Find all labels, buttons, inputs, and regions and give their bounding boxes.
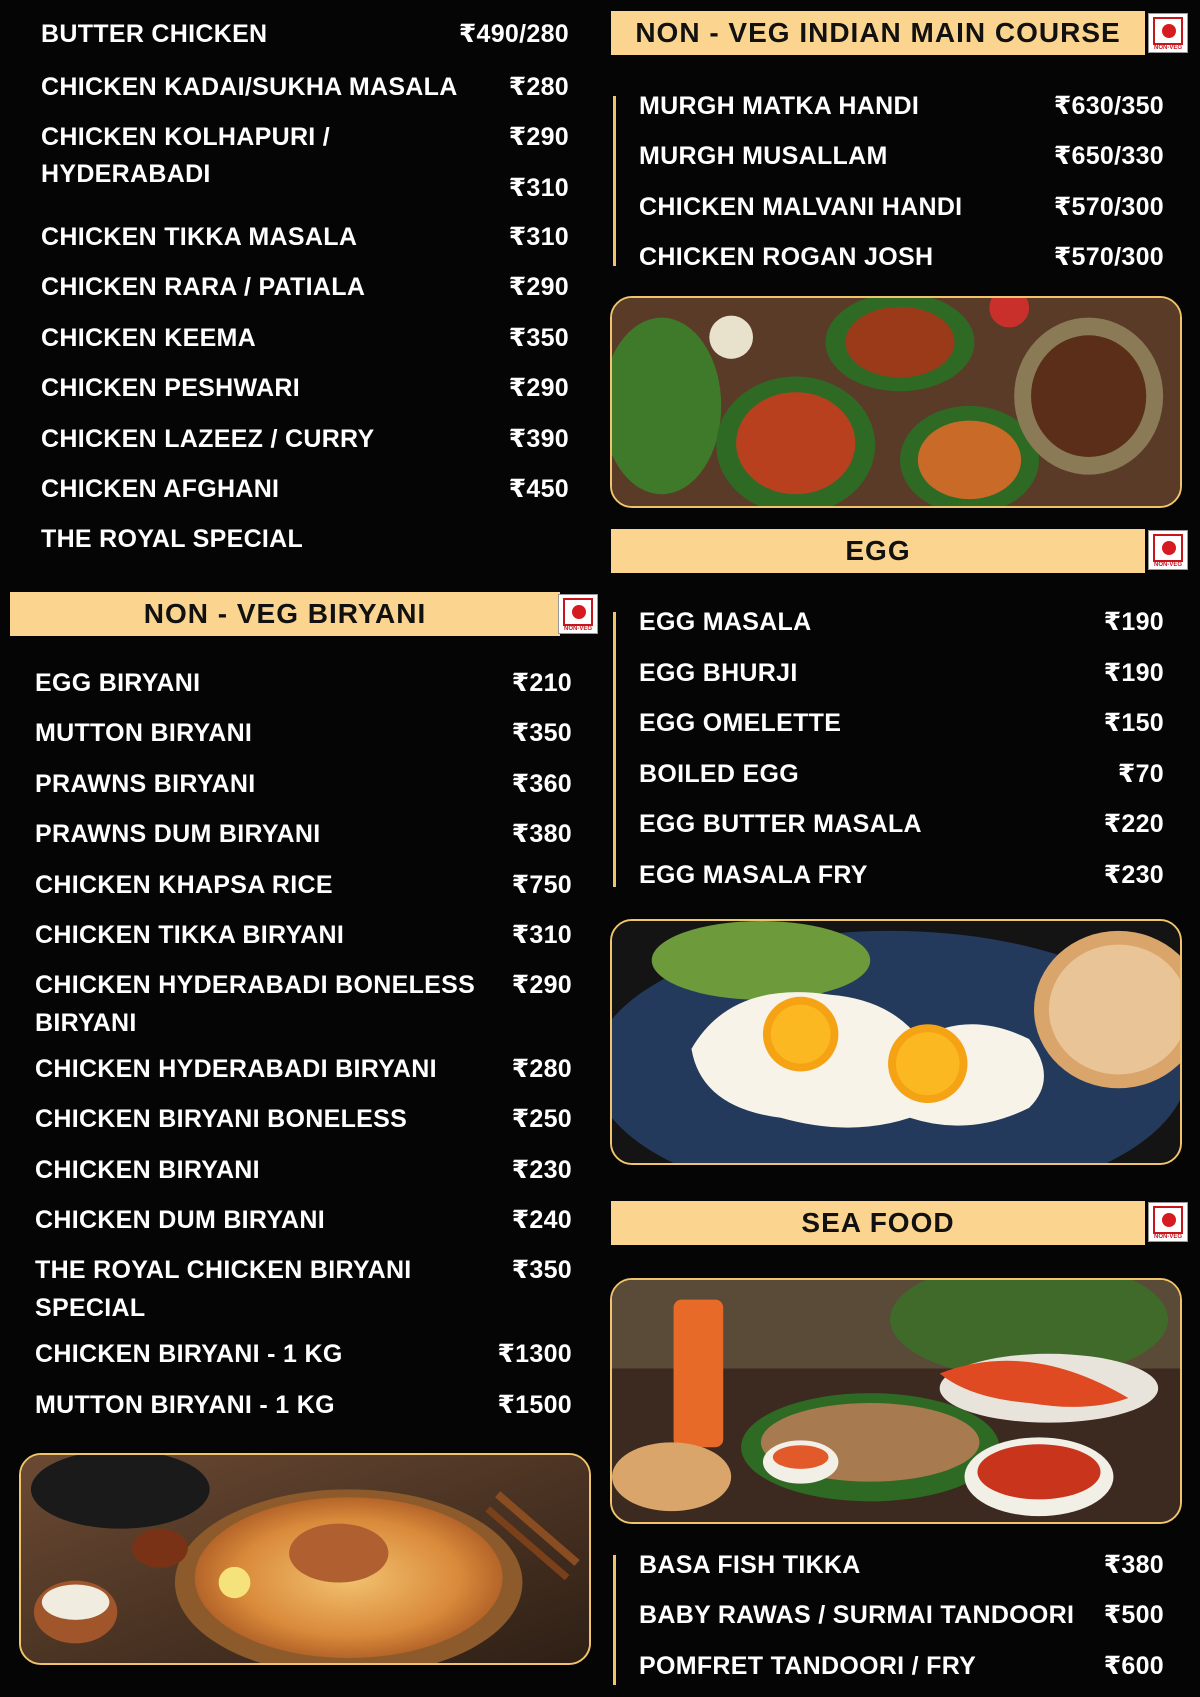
item-price: ₹230 <box>1103 861 1164 889</box>
nonveg-icon <box>558 594 598 634</box>
section-title: NON - VEG INDIAN MAIN COURSE <box>635 17 1121 48</box>
item-name: MUTTON BIRYANI - 1 KG <box>35 1391 335 1419</box>
item-price: ₹290 <box>508 273 569 301</box>
item-name: MURGH MUSALLAM <box>639 142 888 170</box>
menu-item <box>35 1251 572 1331</box>
nonveg-label: NON-VEG <box>1153 45 1182 51</box>
item-name: THE ROYAL SPECIAL <box>41 525 304 553</box>
nonveg-label: NON-VEG <box>1153 562 1182 568</box>
item-price: ₹310 <box>508 174 569 202</box>
item-name: CHICKEN BIRYANI - 1 KG <box>35 1340 343 1368</box>
item-name: BABY RAWAS / SURMAI TANDOORI <box>639 1601 1075 1629</box>
item-name: HYDERABADI <box>41 160 211 188</box>
item-name: CHICKEN PESHWARI <box>41 374 300 402</box>
item-price: ₹250 <box>511 1105 572 1133</box>
item-price: ₹500 <box>1103 1601 1164 1629</box>
item-price: ₹600 <box>1103 1652 1164 1680</box>
item-name: CHICKEN RARA / PATIALA <box>41 273 366 301</box>
item-price: ₹150 <box>1103 709 1164 737</box>
item-name: EGG BHURJI <box>639 659 798 687</box>
item-price: ₹1500 <box>497 1391 572 1419</box>
item-name: CHICKEN TIKKA BIRYANI <box>35 921 345 949</box>
nonveg-icon <box>1148 13 1188 53</box>
right-column <box>608 0 1200 1697</box>
item-price: ₹230 <box>511 1156 572 1184</box>
gold-divider <box>613 96 616 266</box>
item-price: ₹290 <box>511 971 572 999</box>
item-name: CHICKEN MALVANI HANDI <box>639 193 963 221</box>
item-price: ₹1300 <box>497 1340 572 1368</box>
gold-divider <box>613 1555 616 1685</box>
item-name: MURGH MATKA HANDI <box>639 92 920 120</box>
item-name: CHICKEN DUM BIRYANI <box>35 1206 325 1234</box>
item-name: EGG BUTTER MASALA <box>639 810 922 838</box>
nonveg-icon <box>1148 530 1188 570</box>
item-name: PRAWNS BIRYANI <box>35 770 256 798</box>
section-title: EGG <box>845 535 911 566</box>
item-name: BUTTER CHICKEN <box>41 20 268 48</box>
curry-photo <box>610 296 1182 508</box>
item-price: ₹380 <box>1103 1551 1164 1579</box>
item-name: EGG OMELETTE <box>639 709 842 737</box>
item-name: CHICKEN TIKKA MASALA <box>41 223 358 251</box>
item-price: ₹290 <box>508 123 569 151</box>
section-header-seafood <box>611 1201 1145 1245</box>
item-name: BASA FISH TIKKA <box>639 1551 861 1579</box>
biryani-photo <box>19 1453 591 1665</box>
item-name: MUTTON BIRYANI <box>35 719 253 747</box>
item-price: ₹350 <box>508 324 569 352</box>
item-price: ₹350 <box>511 719 572 747</box>
item-price: ₹380 <box>511 820 572 848</box>
egg-photo <box>610 919 1182 1165</box>
item-name: CHICKEN KHAPSA RICE <box>35 871 333 899</box>
item-name: PRAWNS DUM BIRYANI <box>35 820 321 848</box>
section-header-biryani <box>10 592 560 636</box>
section-title: NON - VEG BIRYANI <box>143 598 427 629</box>
item-price: ₹310 <box>511 921 572 949</box>
item-price: ₹630/350 <box>1053 92 1164 120</box>
item-name: CHICKEN AFGHANI <box>41 475 280 503</box>
item-price: ₹220 <box>1103 810 1164 838</box>
item-price: ₹490/280 <box>458 20 569 48</box>
item-name: CHICKEN BIRYANI <box>35 1156 260 1184</box>
item-price: ₹190 <box>1103 659 1164 687</box>
item-price: ₹350 <box>511 1256 572 1284</box>
item-price: ₹70 <box>1117 760 1164 788</box>
item-name: CHICKEN KEEMA <box>41 324 257 352</box>
item-price: ₹650/330 <box>1053 142 1164 170</box>
nonveg-icon <box>1148 1202 1188 1242</box>
item-name: EGG MASALA <box>639 608 812 636</box>
item-price: ₹390 <box>508 425 569 453</box>
item-price: ₹290 <box>508 374 569 402</box>
section-header-egg <box>611 529 1145 573</box>
item-price: ₹210 <box>511 669 572 697</box>
item-price: ₹450 <box>508 475 569 503</box>
item-name: CHICKEN HYDERABADI BONELESS BIRYANI <box>35 971 476 1037</box>
item-price: ₹570/300 <box>1053 243 1164 271</box>
item-name: CHICKEN HYDERABADI BIRYANI <box>35 1055 437 1083</box>
section-header-main-course <box>611 11 1145 55</box>
gold-divider <box>613 612 616 887</box>
item-price: ₹280 <box>508 73 569 101</box>
item-name: POMFRET TANDOORI / FRY <box>639 1652 977 1680</box>
nonveg-label: NON-VEG <box>1153 1234 1182 1240</box>
item-name: EGG MASALA FRY <box>639 861 868 889</box>
item-name: CHICKEN ROGAN JOSH <box>639 243 934 271</box>
item-name: CHICKEN KOLHAPURI / <box>41 123 331 151</box>
item-name: EGG BIRYANI <box>35 669 201 697</box>
item-name: CHICKEN LAZEEZ / CURRY <box>41 425 375 453</box>
section-title: SEA FOOD <box>801 1207 955 1238</box>
nonveg-label: NON-VEG <box>563 626 592 632</box>
item-price: ₹360 <box>511 770 572 798</box>
item-price: ₹570/300 <box>1053 193 1164 221</box>
menu-item <box>35 966 572 1046</box>
item-price: ₹190 <box>1103 608 1164 636</box>
item-price: ₹750 <box>511 871 572 899</box>
item-price: ₹310 <box>508 223 569 251</box>
item-name: CHICKEN BIRYANI BONELESS <box>35 1105 408 1133</box>
item-name: CHICKEN KADAI/SUKHA MASALA <box>41 73 458 101</box>
item-price: ₹280 <box>511 1055 572 1083</box>
item-name: THE ROYAL CHICKEN BIRYANI SPECIAL <box>35 1256 412 1322</box>
seafood-photo <box>610 1278 1182 1524</box>
item-name: BOILED EGG <box>639 760 799 788</box>
item-price: ₹240 <box>511 1206 572 1234</box>
